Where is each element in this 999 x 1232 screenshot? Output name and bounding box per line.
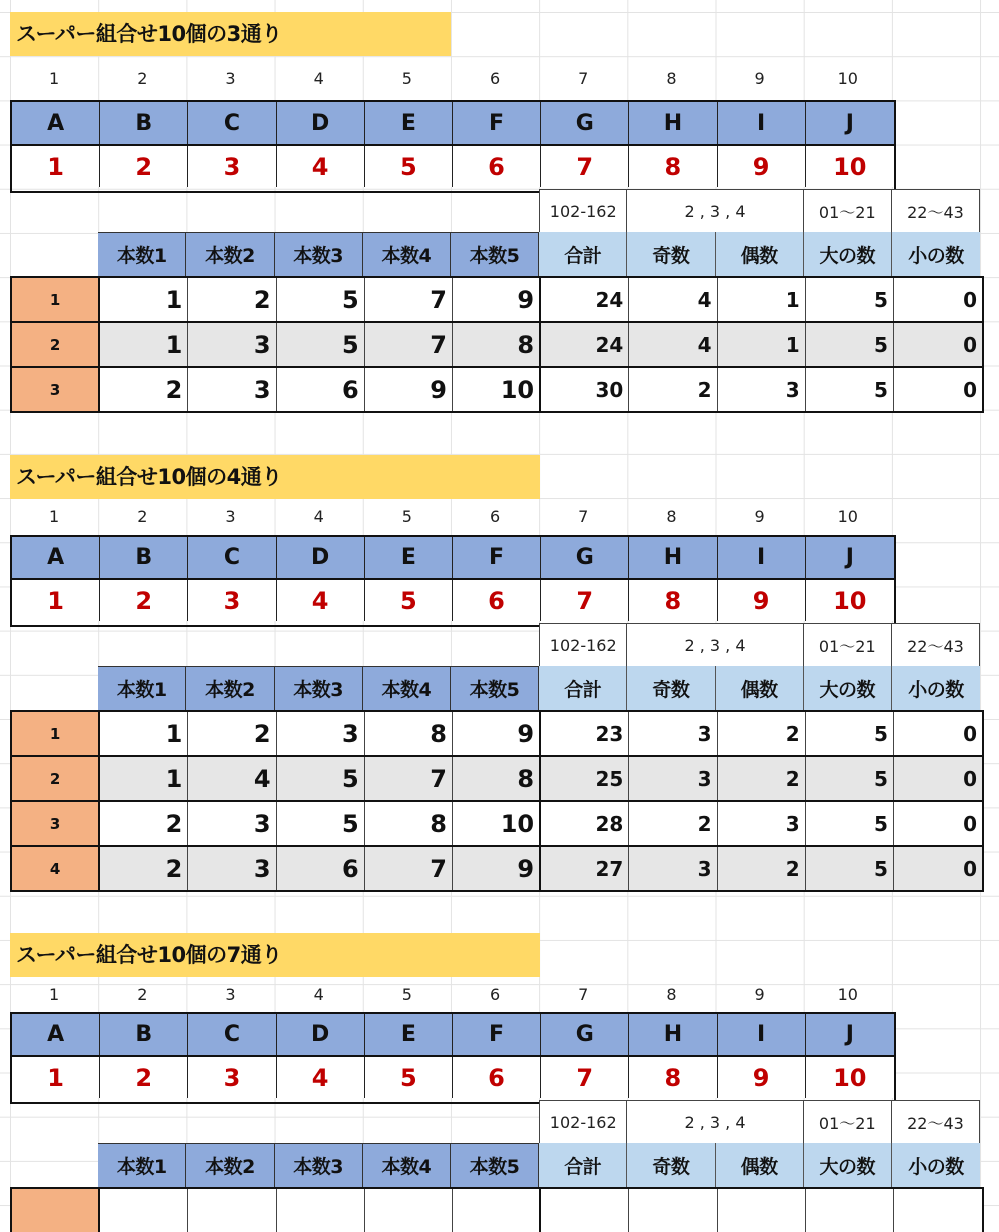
column-number: 5	[401, 68, 412, 88]
odd-cell[interactable]: 4	[629, 278, 717, 321]
letter-cell[interactable]: I	[718, 537, 806, 578]
letter-value-cell[interactable]: 1	[12, 146, 100, 187]
number-cell[interactable]: 3	[188, 847, 276, 890]
header-count-5[interactable]: 本数5	[451, 1143, 539, 1187]
number-cell[interactable]: 3	[188, 323, 276, 366]
header-count-1[interactable]: 本数1	[98, 666, 186, 710]
number-cell[interactable]	[100, 1189, 188, 1232]
letter-value-cell[interactable]: 10	[806, 1057, 894, 1098]
section-title: スーパー組合せ10個の3通り	[10, 12, 451, 56]
letter-cell[interactable]: C	[188, 102, 276, 144]
number-cell[interactable]: 2	[100, 802, 188, 845]
big-cell[interactable]: 5	[806, 278, 894, 321]
table-row	[12, 802, 982, 847]
column-number: 4	[313, 985, 324, 1004]
letter-value-cell[interactable]: 3	[188, 580, 276, 621]
letter-value-cell[interactable]: 7	[541, 146, 629, 187]
number-cell[interactable]: 2	[188, 712, 276, 755]
number-cell[interactable]: 5	[277, 757, 365, 800]
letter-cell[interactable]: E	[365, 102, 453, 144]
number-cell[interactable]: 3	[188, 802, 276, 845]
letter-value-cell[interactable]: 6	[453, 146, 541, 187]
letter-value-row	[10, 1055, 896, 1104]
number-cell[interactable]: 9	[453, 278, 541, 321]
empty-cell	[186, 1100, 274, 1143]
letter-cell[interactable]: H	[629, 102, 717, 144]
sum-cell[interactable]: 28	[541, 802, 629, 845]
number-cell[interactable]: 5	[277, 278, 365, 321]
empty-cell	[10, 232, 98, 276]
sum-range[interactable]: 102-162	[539, 1100, 627, 1143]
letter-cell[interactable]: E	[365, 1014, 453, 1055]
row-index[interactable]: 2	[12, 757, 100, 800]
letter-cell[interactable]: J	[806, 537, 894, 578]
column-number: 9	[754, 985, 765, 1004]
number-cell[interactable]: 8	[453, 323, 541, 366]
letter-cell[interactable]: A	[12, 1014, 100, 1055]
letter-cell[interactable]: H	[629, 1014, 717, 1055]
odd-cell[interactable]: 3	[629, 712, 717, 755]
letter-cell[interactable]: E	[365, 537, 453, 578]
empty-cell	[98, 623, 186, 666]
header-small[interactable]: 小の数	[892, 232, 980, 276]
header-even[interactable]: 偶数	[716, 666, 804, 710]
number-cell[interactable]: 1	[100, 323, 188, 366]
empty-cell	[363, 623, 451, 666]
header-odd[interactable]: 奇数	[627, 232, 715, 276]
section-title: スーパー組合せ10個の7通り	[10, 933, 540, 977]
letter-cell[interactable]: A	[12, 537, 100, 578]
sum-range[interactable]: 102-162	[539, 623, 627, 666]
column-header-row	[10, 1143, 980, 1187]
sum-cell[interactable]: 27	[541, 847, 629, 890]
letter-value-cell[interactable]: 4	[277, 146, 365, 187]
letter-value-cell[interactable]: 3	[188, 1057, 276, 1098]
header-sum[interactable]: 合計	[539, 666, 627, 710]
letter-cell[interactable]: D	[277, 1014, 365, 1055]
row-index[interactable]: 2	[12, 323, 100, 366]
sum-cell[interactable]: 23	[541, 712, 629, 755]
row-index[interactable]: 3	[12, 802, 100, 845]
table-row	[12, 1189, 982, 1232]
column-number: 4	[313, 68, 324, 88]
letter-value-cell[interactable]: 2	[100, 580, 188, 621]
letter-value-cell[interactable]: 9	[718, 1057, 806, 1098]
empty-cell	[10, 666, 98, 710]
column-number: 3	[225, 507, 236, 526]
letter-cell[interactable]: I	[718, 102, 806, 144]
letter-cell[interactable]: I	[718, 1014, 806, 1055]
empty-cell	[10, 1100, 98, 1143]
empty-cell	[451, 189, 539, 232]
number-cell[interactable]: 7	[365, 278, 453, 321]
row-index[interactable]: 4	[12, 847, 100, 890]
column-number: 9	[754, 68, 765, 88]
letter-cell[interactable]: F	[453, 102, 541, 144]
header-small[interactable]: 小の数	[892, 666, 980, 710]
even-cell[interactable]: 2	[718, 757, 806, 800]
column-number: 6	[489, 507, 501, 526]
header-count-5[interactable]: 本数5	[451, 232, 539, 276]
letter-value-cell[interactable]: 4	[277, 1057, 365, 1098]
column-number: 2	[137, 68, 148, 88]
big-cell[interactable]: 5	[806, 757, 894, 800]
empty-cell	[363, 1100, 451, 1143]
letter-value-cell[interactable]: 7	[541, 580, 629, 621]
number-cell[interactable]: 2	[100, 847, 188, 890]
table-row	[12, 712, 982, 757]
header-big[interactable]: 大の数	[804, 666, 892, 710]
letter-cell[interactable]: D	[277, 537, 365, 578]
big-cell[interactable]: 5	[806, 323, 894, 366]
data-table	[10, 276, 984, 413]
header-count-4[interactable]: 本数4	[363, 232, 451, 276]
letter-value-cell[interactable]: 8	[629, 580, 717, 621]
letter-cell[interactable]: C	[188, 1014, 276, 1055]
range-row	[10, 189, 980, 232]
number-cell[interactable]: 6	[277, 847, 365, 890]
empty-cell	[10, 189, 98, 232]
even-cell[interactable]	[718, 1189, 806, 1232]
letter-value-cell[interactable]: 1	[12, 580, 100, 621]
number-cell[interactable]	[277, 1189, 365, 1232]
column-number: 9	[754, 507, 765, 526]
header-count-3[interactable]: 本数3	[275, 232, 363, 276]
letter-value-cell[interactable]: 9	[718, 580, 806, 621]
number-cell[interactable]: 3	[277, 712, 365, 755]
letter-cell[interactable]: H	[629, 537, 717, 578]
empty-cell	[451, 623, 539, 666]
letter-cell[interactable]: B	[100, 537, 188, 578]
sum-cell[interactable]: 25	[541, 757, 629, 800]
letter-cell[interactable]: A	[12, 102, 100, 144]
number-cell[interactable]: 8	[453, 757, 541, 800]
table-row	[12, 368, 982, 411]
column-number: 3	[225, 985, 236, 1004]
letter-value-cell[interactable]: 6	[453, 1057, 541, 1098]
big-range[interactable]: 01～21	[804, 189, 892, 232]
empty-cell	[98, 1100, 186, 1143]
number-cell[interactable]	[188, 1189, 276, 1232]
number-cell[interactable]: 6	[277, 368, 365, 411]
letter-cell[interactable]: G	[541, 102, 629, 144]
header-even[interactable]: 偶数	[716, 1143, 804, 1187]
column-number: 7	[578, 507, 589, 526]
small-cell[interactable]: 0	[894, 278, 982, 321]
letter-value-cell[interactable]: 1	[12, 1057, 100, 1098]
even-cell[interactable]: 3	[718, 368, 806, 411]
number-cell[interactable]: 3	[188, 368, 276, 411]
letter-header-row	[10, 535, 896, 580]
number-cell[interactable]: 7	[365, 757, 453, 800]
number-cell[interactable]: 5	[277, 323, 365, 366]
column-number: 5	[401, 985, 412, 1004]
number-cell[interactable]: 8	[365, 712, 453, 755]
small-cell[interactable]: 0	[894, 323, 982, 366]
big-cell[interactable]: 5	[806, 802, 894, 845]
letter-header-row	[10, 1012, 896, 1057]
odd-cell[interactable]: 3	[629, 847, 717, 890]
small-range[interactable]: 22～43	[892, 623, 980, 666]
letter-cell[interactable]: F	[453, 537, 541, 578]
even-cell[interactable]: 1	[718, 323, 806, 366]
header-odd[interactable]: 奇数	[627, 1143, 715, 1187]
letter-header-row	[10, 100, 896, 146]
column-number: 6	[489, 985, 501, 1004]
column-number: 2	[137, 507, 148, 526]
letter-cell[interactable]: G	[541, 537, 629, 578]
small-cell[interactable]: 0	[894, 847, 982, 890]
letter-cell[interactable]: J	[806, 1014, 894, 1055]
letter-cell[interactable]: F	[453, 1014, 541, 1055]
column-number-row	[10, 56, 892, 100]
even-cell[interactable]: 3	[718, 802, 806, 845]
small-range[interactable]: 22～43	[892, 189, 980, 232]
row-index[interactable]: 1	[12, 278, 100, 321]
big-range[interactable]: 01～21	[804, 623, 892, 666]
sum-cell[interactable]: 24	[541, 278, 629, 321]
header-count-3[interactable]: 本数3	[275, 1143, 363, 1187]
column-number: 6	[489, 68, 501, 88]
data-table	[10, 710, 984, 892]
odd-cell[interactable]: 4	[629, 323, 717, 366]
letter-value-cell[interactable]: 7	[541, 1057, 629, 1098]
small-cell[interactable]: 0	[894, 712, 982, 755]
letter-cell[interactable]: B	[100, 102, 188, 144]
empty-cell	[275, 1100, 363, 1143]
header-count-4[interactable]: 本数4	[363, 1143, 451, 1187]
letter-value-cell[interactable]: 2	[100, 146, 188, 187]
number-cell[interactable]: 9	[365, 368, 453, 411]
letter-cell[interactable]: B	[100, 1014, 188, 1055]
number-cell[interactable]	[453, 1189, 541, 1232]
letter-value-cell[interactable]: 10	[806, 580, 894, 621]
header-count-3[interactable]: 本数3	[275, 666, 363, 710]
table-row	[12, 757, 982, 802]
column-number: 7	[578, 985, 589, 1004]
number-cell[interactable]: 2	[100, 368, 188, 411]
even-cell[interactable]: 2	[718, 847, 806, 890]
sum-cell[interactable]	[541, 1189, 629, 1232]
big-cell[interactable]: 5	[806, 847, 894, 890]
header-sum[interactable]: 合計	[539, 232, 627, 276]
row-index[interactable]	[12, 1189, 100, 1232]
small-cell[interactable]: 0	[894, 802, 982, 845]
column-number: 8	[666, 507, 677, 526]
sum-cell[interactable]: 24	[541, 323, 629, 366]
column-number-row	[10, 498, 892, 535]
letter-value-row	[10, 578, 896, 627]
odd-even-range[interactable]: 2 , 3 , 4	[627, 623, 803, 666]
header-count-2[interactable]: 本数2	[186, 1143, 274, 1187]
odd-even-range[interactable]: 2 , 3 , 4	[627, 1100, 803, 1143]
empty-cell	[10, 623, 98, 666]
letter-value-cell[interactable]: 3	[188, 146, 276, 187]
column-number: 4	[313, 507, 324, 526]
data-table	[10, 1187, 984, 1232]
column-number: 2	[137, 985, 148, 1004]
header-small[interactable]: 小の数	[892, 1143, 980, 1187]
header-even[interactable]: 偶数	[716, 232, 804, 276]
letter-value-cell[interactable]: 10	[806, 146, 894, 187]
number-cell[interactable]: 9	[453, 712, 541, 755]
letter-cell[interactable]: D	[277, 102, 365, 144]
letter-value-cell[interactable]: 2	[100, 1057, 188, 1098]
column-header-row	[10, 666, 980, 710]
header-sum[interactable]: 合計	[539, 1143, 627, 1187]
header-count-5[interactable]: 本数5	[451, 666, 539, 710]
section-title: スーパー組合せ10個の4通り	[10, 455, 540, 499]
range-row	[10, 623, 980, 666]
small-cell[interactable]: 0	[894, 757, 982, 800]
number-cell[interactable]: 5	[277, 802, 365, 845]
letter-value-cell[interactable]: 5	[365, 146, 453, 187]
empty-cell	[186, 189, 274, 232]
header-count-2[interactable]: 本数2	[186, 666, 274, 710]
odd-even-range[interactable]: 2 , 3 , 4	[627, 189, 803, 232]
letter-value-cell[interactable]: 9	[718, 146, 806, 187]
number-cell[interactable]: 10	[453, 802, 541, 845]
table-row	[12, 847, 982, 890]
big-cell[interactable]: 5	[806, 712, 894, 755]
big-cell[interactable]	[806, 1189, 894, 1232]
letter-value-row	[10, 144, 896, 193]
empty-cell	[451, 1100, 539, 1143]
row-index[interactable]: 3	[12, 368, 100, 411]
column-number: 10	[837, 68, 858, 88]
number-cell[interactable]: 1	[100, 278, 188, 321]
number-cell[interactable]: 10	[453, 368, 541, 411]
column-number: 8	[666, 985, 677, 1004]
letter-value-cell[interactable]: 8	[629, 146, 717, 187]
column-number: 7	[578, 68, 589, 88]
empty-cell	[275, 623, 363, 666]
column-number: 1	[49, 68, 60, 88]
sum-range[interactable]: 102-162	[539, 189, 627, 232]
letter-value-cell[interactable]: 4	[277, 580, 365, 621]
odd-cell[interactable]: 2	[629, 368, 717, 411]
table-row	[12, 278, 982, 323]
header-big[interactable]: 大の数	[804, 1143, 892, 1187]
empty-cell	[98, 189, 186, 232]
empty-cell	[186, 623, 274, 666]
letter-value-cell[interactable]: 5	[365, 580, 453, 621]
number-cell[interactable]: 4	[188, 757, 276, 800]
number-cell[interactable]	[365, 1189, 453, 1232]
even-cell[interactable]: 2	[718, 712, 806, 755]
empty-cell	[275, 189, 363, 232]
header-count-1[interactable]: 本数1	[98, 1143, 186, 1187]
table-row	[12, 323, 982, 368]
column-number: 10	[837, 985, 858, 1004]
header-count-4[interactable]: 本数4	[363, 666, 451, 710]
letter-cell[interactable]: C	[188, 537, 276, 578]
big-cell[interactable]: 5	[806, 368, 894, 411]
number-cell[interactable]: 8	[365, 802, 453, 845]
odd-cell[interactable]: 2	[629, 802, 717, 845]
column-number: 5	[401, 507, 412, 526]
column-number: 1	[49, 507, 60, 526]
column-number: 10	[837, 507, 858, 526]
small-cell[interactable]: 0	[894, 368, 982, 411]
number-cell[interactable]: 7	[365, 847, 453, 890]
number-cell[interactable]: 2	[188, 278, 276, 321]
letter-cell[interactable]: J	[806, 102, 894, 144]
even-cell[interactable]: 1	[718, 278, 806, 321]
odd-cell[interactable]: 3	[629, 757, 717, 800]
letter-value-cell[interactable]: 8	[629, 1057, 717, 1098]
row-index[interactable]: 1	[12, 712, 100, 755]
column-number-row	[10, 977, 892, 1012]
number-cell[interactable]: 9	[453, 847, 541, 890]
range-row	[10, 1100, 980, 1143]
empty-cell	[10, 1143, 98, 1187]
number-cell[interactable]: 1	[100, 712, 188, 755]
column-header-row	[10, 232, 980, 276]
letter-cell[interactable]: G	[541, 1014, 629, 1055]
header-count-1[interactable]: 本数1	[98, 232, 186, 276]
header-big[interactable]: 大の数	[804, 232, 892, 276]
odd-cell[interactable]	[629, 1189, 717, 1232]
letter-value-cell[interactable]: 6	[453, 580, 541, 621]
number-cell[interactable]: 7	[365, 323, 453, 366]
big-range[interactable]: 01～21	[804, 1100, 892, 1143]
header-count-2[interactable]: 本数2	[186, 232, 274, 276]
empty-cell	[363, 189, 451, 232]
small-range[interactable]: 22～43	[892, 1100, 980, 1143]
header-odd[interactable]: 奇数	[627, 666, 715, 710]
small-cell[interactable]	[894, 1189, 982, 1232]
letter-value-cell[interactable]: 5	[365, 1057, 453, 1098]
column-number: 1	[49, 985, 60, 1004]
sum-cell[interactable]: 30	[541, 368, 629, 411]
number-cell[interactable]: 1	[100, 757, 188, 800]
column-number: 3	[225, 68, 236, 88]
column-number: 8	[666, 68, 677, 88]
